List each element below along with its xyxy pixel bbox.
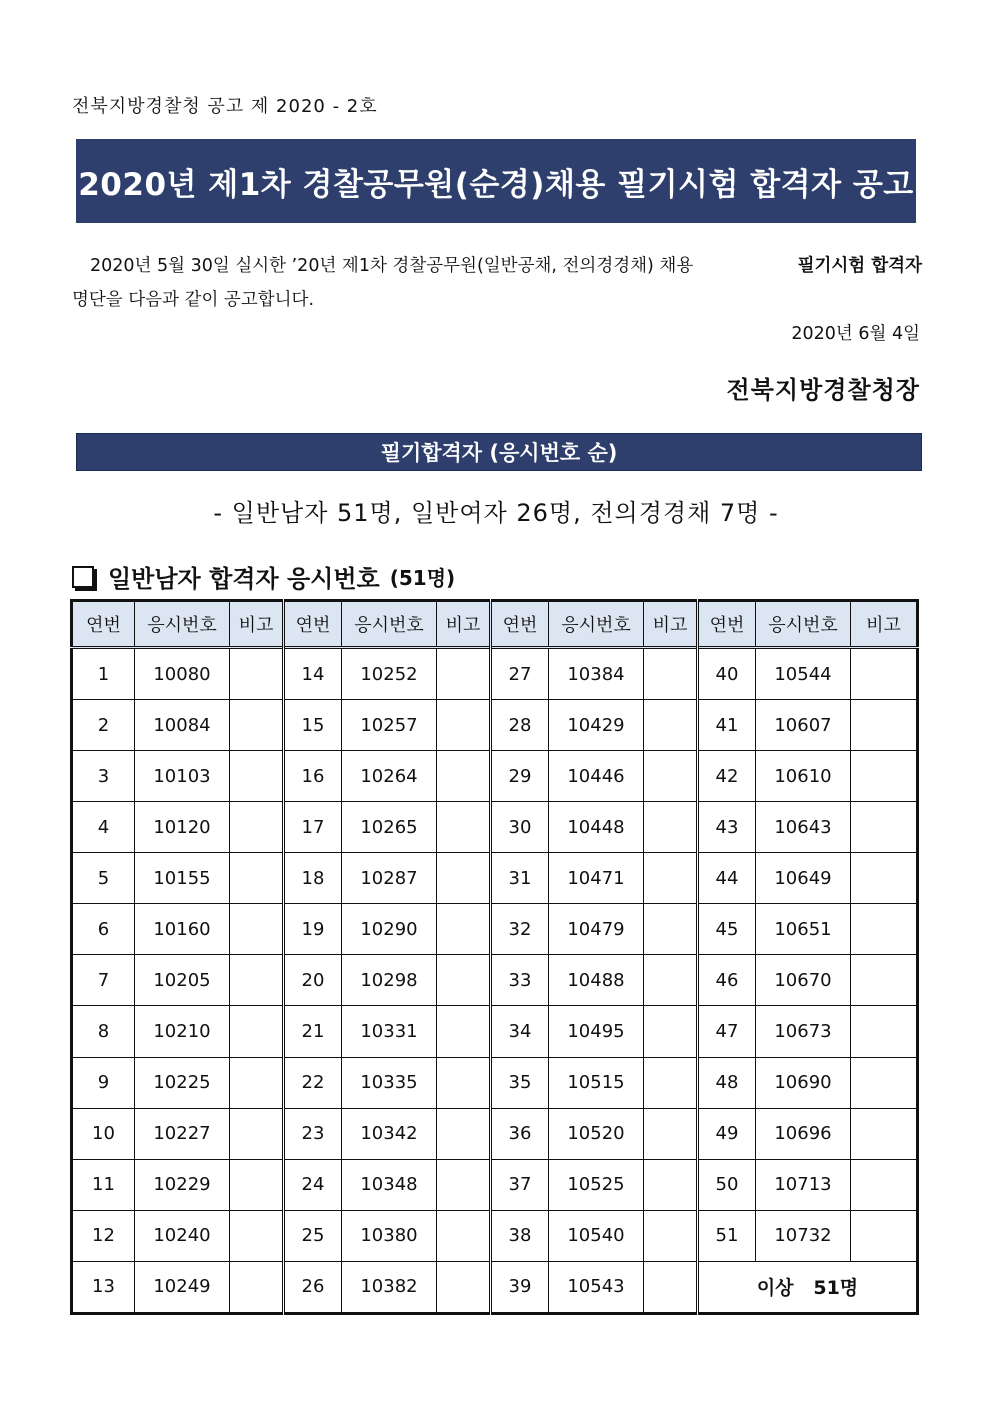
exam-number-cell: 10651 <box>756 904 851 955</box>
seq-cell: 26 <box>284 1261 342 1313</box>
body-line-2: 명단을 다음과 같이 공고합니다. <box>72 290 315 310</box>
exam-number-cell: 10525 <box>549 1159 644 1210</box>
remark-cell <box>230 700 284 751</box>
remark-cell <box>851 1108 918 1159</box>
issuer: 전북지방경찰청장 <box>726 376 920 404</box>
remark-cell <box>437 853 491 904</box>
seq-cell: 31 <box>491 853 549 904</box>
remark-cell <box>230 1108 284 1159</box>
exam-number-cell: 10227 <box>135 1108 230 1159</box>
exam-number-cell: 10520 <box>549 1108 644 1159</box>
seq-cell: 3 <box>72 751 135 802</box>
total-cell: 이상 51명 <box>698 1261 918 1313</box>
col-header-exam-no: 응시번호 <box>135 601 230 648</box>
remark-cell <box>644 648 698 700</box>
exam-number-cell: 10673 <box>756 1006 851 1057</box>
seq-cell: 40 <box>698 648 756 700</box>
remark-cell <box>851 648 918 700</box>
seq-cell: 24 <box>284 1159 342 1210</box>
seq-cell: 8 <box>72 1006 135 1057</box>
remark-cell <box>230 955 284 1006</box>
exam-number-cell: 10225 <box>135 1057 230 1108</box>
remark-cell <box>644 904 698 955</box>
seq-cell: 20 <box>284 955 342 1006</box>
exam-number-cell: 10446 <box>549 751 644 802</box>
remark-cell <box>851 904 918 955</box>
seq-cell: 28 <box>491 700 549 751</box>
col-header-remark: 비고 <box>437 601 491 648</box>
table-row <box>72 648 918 700</box>
remark-cell <box>437 904 491 955</box>
seq-cell: 34 <box>491 1006 549 1057</box>
exam-number-cell: 10732 <box>756 1210 851 1261</box>
remark-cell <box>644 1006 698 1057</box>
exam-number-cell: 10670 <box>756 955 851 1006</box>
remark-cell <box>437 751 491 802</box>
seq-cell: 22 <box>284 1057 342 1108</box>
remark-cell <box>230 1210 284 1261</box>
seq-cell: 47 <box>698 1006 756 1057</box>
exam-number-cell: 10495 <box>549 1006 644 1057</box>
exam-number-cell: 10471 <box>549 853 644 904</box>
remark-cell <box>230 648 284 700</box>
seq-cell: 15 <box>284 700 342 751</box>
group-heading-text: 일반남자 합격자 응시번호 <box>108 565 380 593</box>
exam-number-cell: 10249 <box>135 1261 230 1313</box>
table-row <box>72 1006 918 1057</box>
remark-cell <box>230 853 284 904</box>
seq-cell: 51 <box>698 1210 756 1261</box>
seq-cell: 6 <box>72 904 135 955</box>
remark-cell <box>437 648 491 700</box>
seq-cell: 36 <box>491 1108 549 1159</box>
seq-cell: 29 <box>491 751 549 802</box>
seq-cell: 10 <box>72 1108 135 1159</box>
exam-number-cell: 10348 <box>342 1159 437 1210</box>
remark-cell <box>230 1261 284 1313</box>
seq-cell: 37 <box>491 1159 549 1210</box>
exam-number-cell: 10515 <box>549 1057 644 1108</box>
exam-number-cell: 10384 <box>549 648 644 700</box>
table-row <box>72 1057 918 1108</box>
seq-cell: 11 <box>72 1159 135 1210</box>
seq-cell: 27 <box>491 648 549 700</box>
exam-number-cell: 10210 <box>135 1006 230 1057</box>
exam-number-cell: 10290 <box>342 904 437 955</box>
table-header-row <box>72 601 918 648</box>
seq-cell: 44 <box>698 853 756 904</box>
seq-cell: 19 <box>284 904 342 955</box>
section-title: 필기합격자 (응시번호 순) <box>76 433 922 471</box>
remark-cell <box>851 1057 918 1108</box>
seq-cell: 9 <box>72 1057 135 1108</box>
col-header-remark: 비고 <box>851 601 918 648</box>
table-row <box>72 1261 918 1313</box>
seq-cell: 45 <box>698 904 756 955</box>
col-header-remark: 비고 <box>644 601 698 648</box>
table-row <box>72 802 918 853</box>
table-row <box>72 1159 918 1210</box>
remark-cell <box>437 1261 491 1313</box>
table-row <box>72 1210 918 1261</box>
exam-number-cell: 10488 <box>549 955 644 1006</box>
remark-cell <box>644 1108 698 1159</box>
remark-cell <box>851 802 918 853</box>
page-title: 2020년 제1차 경찰공무원(순경)채용 필기시험 합격자 공고 <box>76 139 916 223</box>
seq-cell: 30 <box>491 802 549 853</box>
exam-number-cell: 10240 <box>135 1210 230 1261</box>
remark-cell <box>437 1006 491 1057</box>
seq-cell: 46 <box>698 955 756 1006</box>
remark-cell <box>851 955 918 1006</box>
exam-number-cell: 10331 <box>342 1006 437 1057</box>
table-row <box>72 904 918 955</box>
remark-cell <box>851 1159 918 1210</box>
col-header-seq: 연번 <box>72 601 135 648</box>
remark-cell <box>230 802 284 853</box>
exam-number-cell: 10205 <box>135 955 230 1006</box>
remark-cell <box>851 751 918 802</box>
exam-number-cell: 10690 <box>756 1057 851 1108</box>
exam-number-cell: 10380 <box>342 1210 437 1261</box>
seq-cell: 25 <box>284 1210 342 1261</box>
exam-number-cell: 10264 <box>342 751 437 802</box>
seq-cell: 33 <box>491 955 549 1006</box>
exam-number-cell: 10429 <box>549 700 644 751</box>
remark-cell <box>230 751 284 802</box>
remark-cell <box>644 1159 698 1210</box>
exam-number-cell: 10080 <box>135 648 230 700</box>
exam-number-cell: 10103 <box>135 751 230 802</box>
exam-number-cell: 10610 <box>756 751 851 802</box>
exam-number-cell: 10448 <box>549 802 644 853</box>
remark-cell <box>230 1057 284 1108</box>
exam-number-cell: 10265 <box>342 802 437 853</box>
table-row <box>72 751 918 802</box>
seq-cell: 35 <box>491 1057 549 1108</box>
remark-cell <box>437 1108 491 1159</box>
seq-cell: 13 <box>72 1261 135 1313</box>
remark-cell <box>644 1057 698 1108</box>
remark-cell <box>851 853 918 904</box>
remark-cell <box>644 802 698 853</box>
remark-cell <box>230 1006 284 1057</box>
notice-number: 전북지방경찰청 공고 제 2020 - 2호 <box>72 96 378 117</box>
exam-number-cell: 10257 <box>342 700 437 751</box>
col-header-exam-no: 응시번호 <box>549 601 644 648</box>
exam-number-cell: 10543 <box>549 1261 644 1313</box>
exam-number-cell: 10713 <box>756 1159 851 1210</box>
table-row <box>72 700 918 751</box>
remark-cell <box>230 904 284 955</box>
exam-number-cell: 10155 <box>135 853 230 904</box>
seq-cell: 5 <box>72 853 135 904</box>
exam-number-cell: 10342 <box>342 1108 437 1159</box>
body-line-1-bold: 필기시험 합격자 <box>797 256 922 276</box>
remark-cell <box>644 955 698 1006</box>
col-header-seq: 연번 <box>284 601 342 648</box>
exam-number-cell: 10229 <box>135 1159 230 1210</box>
seq-cell: 48 <box>698 1057 756 1108</box>
seq-cell: 16 <box>284 751 342 802</box>
table-body <box>72 648 918 1314</box>
notice-date: 2020년 6월 4일 <box>791 324 920 344</box>
seq-cell: 7 <box>72 955 135 1006</box>
remark-cell <box>644 853 698 904</box>
exam-number-cell: 10540 <box>549 1210 644 1261</box>
exam-number-cell: 10160 <box>135 904 230 955</box>
exam-number-cell: 10287 <box>342 853 437 904</box>
remark-cell <box>437 955 491 1006</box>
col-header-remark: 비고 <box>230 601 284 648</box>
seq-cell: 21 <box>284 1006 342 1057</box>
col-header-seq: 연번 <box>698 601 756 648</box>
exam-number-cell: 10649 <box>756 853 851 904</box>
table-row <box>72 853 918 904</box>
col-header-exam-no: 응시번호 <box>756 601 851 648</box>
body-line-1-text: 2020년 5월 30일 실시한 ’20년 제1차 경찰공무원(일반공채, 전의경경채) 채용 <box>90 256 694 276</box>
remark-cell <box>437 802 491 853</box>
table-row <box>72 955 918 1006</box>
exam-number-cell: 10544 <box>756 648 851 700</box>
table-row <box>72 1108 918 1159</box>
summary-line: - 일반남자 51명, 일반여자 26명, 전의경경채 7명 - <box>213 499 779 527</box>
seq-cell: 43 <box>698 802 756 853</box>
remark-cell <box>851 1210 918 1261</box>
seq-cell: 50 <box>698 1159 756 1210</box>
exam-number-cell: 10252 <box>342 648 437 700</box>
seq-cell: 18 <box>284 853 342 904</box>
exam-number-cell: 10084 <box>135 700 230 751</box>
seq-cell: 12 <box>72 1210 135 1261</box>
exam-number-cell: 10120 <box>135 802 230 853</box>
group-heading <box>72 559 455 594</box>
results-table <box>70 599 919 1315</box>
remark-cell <box>644 1210 698 1261</box>
group-count: (51명) <box>389 566 456 590</box>
seq-cell: 23 <box>284 1108 342 1159</box>
seq-cell: 2 <box>72 700 135 751</box>
exam-number-cell: 10335 <box>342 1057 437 1108</box>
seq-cell: 41 <box>698 700 756 751</box>
col-header-exam-no: 응시번호 <box>342 601 437 648</box>
remark-cell <box>437 1210 491 1261</box>
seq-cell: 4 <box>72 802 135 853</box>
col-header-seq: 연번 <box>491 601 549 648</box>
seq-cell: 38 <box>491 1210 549 1261</box>
remark-cell <box>230 1159 284 1210</box>
exam-number-cell: 10696 <box>756 1108 851 1159</box>
remark-cell <box>644 1261 698 1313</box>
remark-cell <box>851 1006 918 1057</box>
remark-cell <box>644 700 698 751</box>
exam-number-cell: 10298 <box>342 955 437 1006</box>
remark-cell <box>437 1159 491 1210</box>
seq-cell: 14 <box>284 648 342 700</box>
remark-cell <box>437 1057 491 1108</box>
exam-number-cell: 10643 <box>756 802 851 853</box>
seq-cell: 1 <box>72 648 135 700</box>
exam-number-cell: 10382 <box>342 1261 437 1313</box>
seq-cell: 42 <box>698 751 756 802</box>
seq-cell: 39 <box>491 1261 549 1313</box>
seq-cell: 49 <box>698 1108 756 1159</box>
exam-number-cell: 10607 <box>756 700 851 751</box>
remark-cell <box>644 751 698 802</box>
seq-cell: 17 <box>284 802 342 853</box>
remark-cell <box>437 700 491 751</box>
remark-cell <box>851 700 918 751</box>
body-line-1 <box>72 249 922 283</box>
seq-cell: 32 <box>491 904 549 955</box>
body-paragraph <box>72 249 922 317</box>
checkbox-icon <box>72 566 94 588</box>
exam-number-cell: 10479 <box>549 904 644 955</box>
